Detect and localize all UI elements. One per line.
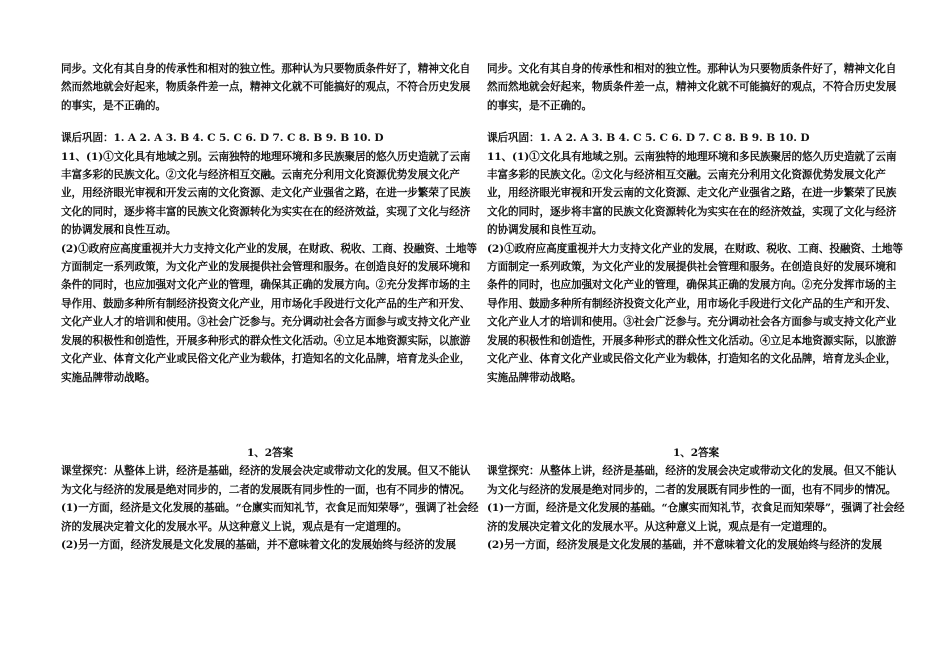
point-2: (2)另一方面，经济发展是文化发展的基础，并不意味着文化的发展始终与经济的发展 — [61, 538, 456, 551]
consolidation-answers: 课后巩固：1. A 2. A 3. B 4. C 5. C 6. D 7. C 8. B 9. B 10. D — [487, 132, 810, 145]
question-11-part-1: 11、(1)①文化具有地域之别。云南独特的地理环境和多民族聚居的悠久历史造就了云南丰富多彩的民族文化。②文化与经济相互交融。云南充分利用文化资源优势发展文化产业，用经济眼光审视和开发云南的文化资源、走文化产业强省之路，在进一步繁荣了民族文化的同时，逐步将丰富的民族文化资源转化为实实在在的经济效益，实现了文化与经济的协调发展和良性互动。 — [487, 150, 897, 237]
spacer — [61, 115, 479, 129]
spacer — [487, 387, 905, 444]
top-paragraph: 同步。文化有其自身的传承性和相对的独立性。那种认为只要物质条件好了，精神文化自然而然地就会好起来，物质条件差一点，精神文化就不可能搞好的观点，不符合历史发展的事实，是不正确的。 — [487, 63, 897, 112]
answers-title: 1、2答案 — [672, 446, 720, 459]
point-1: (1)一方面，经济是文化发展的基础。“仓廪实而知礼节，衣食足而知荣辱”，强调了社会经济的发展决定着文化的发展水平。从这种意义上说，观点是有一定道理的。 — [487, 502, 905, 533]
spacer — [61, 387, 479, 444]
question-11-part-2: (2)①政府应高度重视并大力支持文化产业的发展，在财政、税收、工商、投融资、土地等方面制定一系列政策，为文化产业的发展提供社会管理和服务。在创造良好的发展环境和条件的同时，也应加强对文化产业的管理，确保其正确的发展方向。②充分发挥市场的主导作用、鼓励多种所有制经济投资文化产业，用市场化手段进行文化产品的生产和开发、文化产业人才的培训和使用。③社会广泛参与。充分调动社会各方面参与或支持文化产业发展的积极性和创造性，开展多种形式的群众性文化活动。④立足本地资源实际，以旅游文化产业、体育文化产业或民俗文化产业为载体，打造知名的文化品牌，培育龙头企业，实施品牌带动战略。 — [487, 242, 903, 384]
top-paragraph: 同步。文化有其自身的传承性和相对的独立性。那种认为只要物质条件好了，精神文化自然而然地就会好起来，物质条件差一点，精神文化就不可能搞好的观点，不符合历史发展的事实，是不正确的。 — [61, 63, 471, 112]
right-column — [487, 60, 905, 554]
question-11-part-1: 11、(1)①文化具有地域之别。云南独特的地理环境和多民族聚居的悠久历史造就了云南丰富多彩的民族文化。②文化与经济相互交融。云南充分利用文化资源优势发展文化产业，用经济眼光审视和开发云南的文化资源、走文化产业强省之路，在进一步繁荣了民族文化的同时，逐步将丰富的民族文化资源转化为实实在在的经济效益，实现了文化与经济的协调发展和良性互动。 — [61, 150, 471, 237]
point-1: (1)一方面，经济是文化发展的基础。“仓廪实而知礼节，衣食足而知荣辱”，强调了社会经济的发展决定着文化的发展水平。从这种意义上说，观点是有一定道理的。 — [61, 502, 479, 533]
answers-title: 1、2答案 — [246, 446, 294, 459]
spacer — [487, 115, 905, 129]
consolidation-answers: 课后巩固：1. A 2. A 3. B 4. C 5. C 6. D 7. C 8. B 9. B 10. D — [61, 132, 384, 145]
left-column — [61, 60, 479, 554]
class-inquiry: 课堂探究：从整体上讲，经济是基础，经济的发展会决定或带动文化的发展。但又不能认为文化与经济的发展是绝对同步的，二者的发展既有同步性的一面，也有不同步的情况。 — [487, 465, 897, 496]
point-2: (2)另一方面，经济发展是文化发展的基础，并不意味着文化的发展始终与经济的发展 — [487, 538, 882, 551]
question-11-part-2: (2)①政府应高度重视并大力支持文化产业的发展，在财政、税收、工商、投融资、土地等方面制定一系列政策，为文化产业的发展提供社会管理和服务。在创造良好的发展环境和条件的同时，也应加强对文化产业的管理，确保其正确的发展方向。②充分发挥市场的主导作用、鼓励多种所有制经济投资文化产业，用市场化手段进行文化产品的生产和开发、文化产业人才的培训和使用。③社会广泛参与。充分调动社会各方面参与或支持文化产业发展的积极性和创造性，开展多种形式的群众性文化活动。④立足本地资源实际，以旅游文化产业、体育文化产业或民俗文化产业为载体，打造知名的文化品牌，培育龙头企业，实施品牌带动战略。 — [61, 242, 477, 384]
class-inquiry: 课堂探究：从整体上讲，经济是基础，经济的发展会决定或带动文化的发展。但又不能认为文化与经济的发展是绝对同步的，二者的发展既有同步性的一面，也有不同步的情况。 — [61, 465, 471, 496]
